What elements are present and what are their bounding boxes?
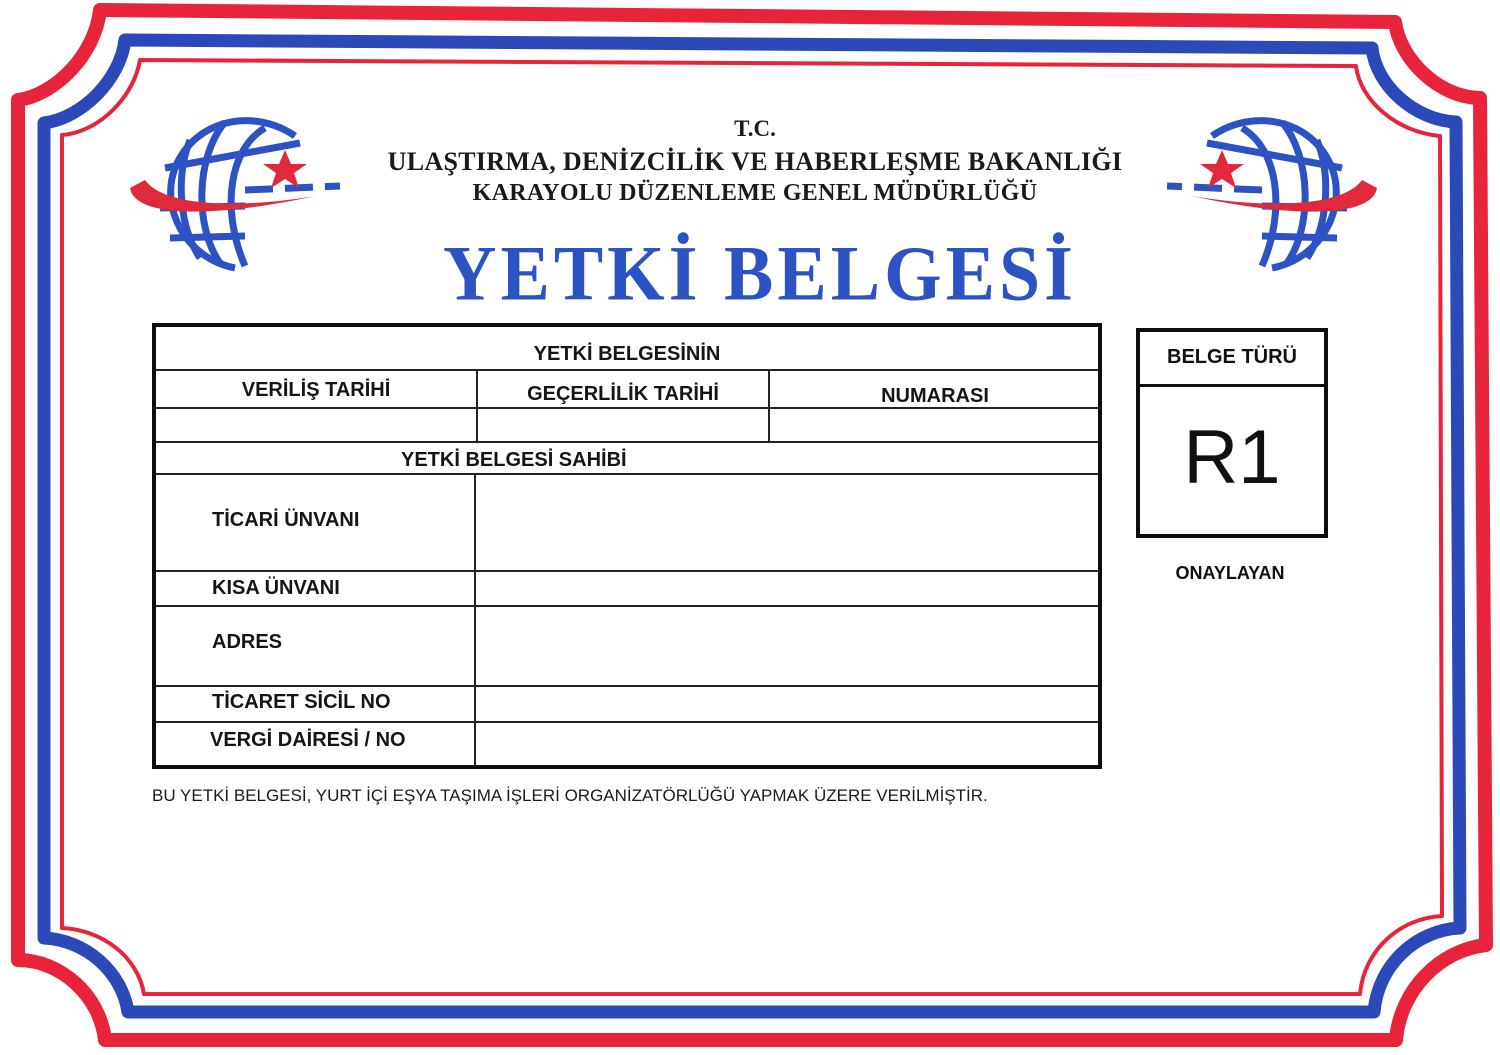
certificate-table (152, 323, 1102, 769)
tax-office-label: VERGİ DAİRESİ / NO (210, 729, 406, 751)
trade-registry-label: TİCARET SİCİL NO (212, 691, 391, 713)
trade-name-label: TİCARİ ÜNVANI (212, 509, 360, 531)
document-title: YETKİ BELGESİ (443, 230, 1077, 318)
ministry-name: ULAŞTIRMA, DENİZCİLİK VE HABERLEŞME BAKANLIĞI (387, 147, 1123, 176)
number-header: NUMARASI (881, 385, 989, 407)
holder-section-heading: YETKİ BELGESİ SAHİBİ (401, 449, 627, 471)
short-name-label: KISA ÜNVANI (212, 577, 340, 599)
document-type-box (1136, 328, 1328, 538)
table-divider (156, 441, 1098, 443)
table-divider (156, 721, 1098, 723)
issue-date-header: VERİLİŞ TARİHİ (241, 379, 391, 401)
country-abbreviation: T.C. (734, 116, 776, 141)
document-type-divider (1140, 384, 1324, 387)
footnote-statement: BU YETKİ BELGESİ, YURT İÇİ EŞYA TAŞIMA İŞLERİ ORGANİZATÖRLÜĞÜ YAPMAK ÜZERE VERİLMİŞTİR. (152, 786, 988, 805)
table-divider (156, 570, 1098, 572)
validity-date-header: GEÇERLİLİK TARİHİ (527, 383, 719, 405)
table-divider (156, 473, 1098, 475)
directorate-name: KARAYOLU DÜZENLEME GENEL MÜDÜRLÜĞÜ (472, 180, 1038, 206)
table-divider (474, 473, 476, 765)
approver-label: ONAYLAYAN (1175, 563, 1285, 583)
table-divider (156, 685, 1098, 687)
address-label: ADRES (212, 631, 283, 653)
document-type-value: R1 (1183, 415, 1281, 500)
table-divider (156, 369, 1098, 371)
document-type-label: BELGE TÜRÜ (1167, 346, 1297, 368)
table-divider (156, 605, 1098, 607)
certificate-section-heading: YETKİ BELGESİNİN (533, 343, 721, 365)
